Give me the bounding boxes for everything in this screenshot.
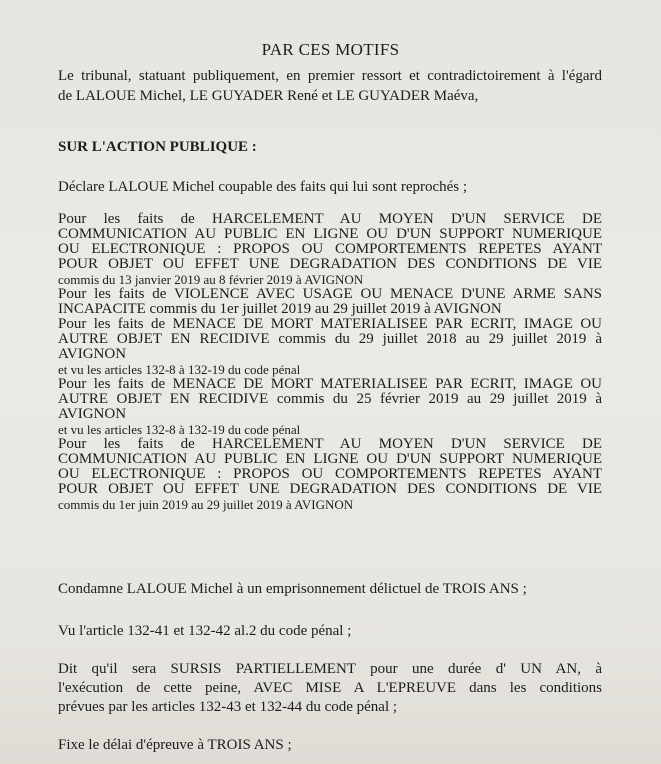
probation-statement: Fixe le délai d'épreuve à TROIS ANS ; — [58, 737, 292, 753]
charge-line: OU ELECTRONIQUE : PROPOS OU COMPORTEMENTS REPETES AYANT — [58, 467, 602, 482]
charge-line: AUTRE OBJET EN RECIDIVE commis du 29 juillet 2018 au 29 juillet 2019 à — [58, 332, 602, 347]
charge-line: et vu les articles 132-8 à 132-19 du code pénal — [58, 422, 301, 437]
intro-line-1: Le tribunal, statuant publiquement, en premier ressort et contradictoirement à l'égard — [58, 68, 602, 84]
sursis-line-2: l'exécution de cette peine, AVEC MISE A L'EPREUVE dans les conditions — [58, 680, 602, 696]
culpability-statement: Déclare LALOUE Michel coupable des faits qui lui sont reprochés ; — [58, 179, 468, 195]
charge-line: et vu les articles 132-8 à 132-19 du code pénal — [58, 362, 301, 377]
charge-line: COMMUNICATION AU PUBLIC EN LIGNE OU D'UN SUPPORT NUMERIQUE — [58, 452, 602, 467]
charge-line: INCAPACITE commis du 1er juillet 2019 au 29 juillet 2019 à AVIGNON — [58, 302, 502, 317]
charge-line: Pour les faits de MENACE DE MORT MATERIALISEE PAR ECRIT, IMAGE OU — [58, 377, 602, 392]
charge-line: COMMUNICATION AU PUBLIC EN LIGNE OU D'UN SUPPORT NUMERIQUE — [58, 227, 602, 242]
sursis-line-1: Dit qu'il sera SURSIS PARTIELLEMENT pour une durée d' UN AN, à — [58, 661, 602, 677]
intro-line-2: de LALOUE Michel, LE GUYADER René et LE GUYADER Maéva, — [58, 88, 479, 104]
charge-line: POUR OBJET OU EFFET UNE DEGRADATION DES CONDITIONS DE VIE — [58, 257, 602, 272]
charge-line: AVIGNON — [58, 347, 127, 362]
articles-reference: Vu l'article 132-41 et 132-42 al.2 du code pénal ; — [58, 623, 352, 639]
charge-line: AVIGNON — [58, 407, 127, 422]
charge-line: Pour les faits de MENACE DE MORT MATERIALISEE PAR ECRIT, IMAGE OU — [58, 317, 602, 332]
charge-line: AUTRE OBJET EN RECIDIVE commis du 25 février 2019 au 29 juillet 2019 à — [58, 392, 602, 407]
page-heading: PAR CES MOTIFS — [261, 40, 400, 59]
charge-line: Pour les faits de VIOLENCE AVEC USAGE OU MENACE D'UNE ARME SANS — [58, 287, 602, 302]
sursis-paragraph — [58, 660, 602, 717]
charge-line: commis du 13 janvier 2019 au 8 février 2019 à AVIGNON — [58, 272, 364, 287]
section-title: SUR L'ACTION PUBLIQUE : — [58, 139, 257, 155]
intro-paragraph — [58, 66, 602, 106]
charge-line: OU ELECTRONIQUE : PROPOS OU COMPORTEMENTS REPETES AYANT — [58, 242, 602, 257]
sentence-statement: Condamne LALOUE Michel à un emprisonnement délictuel de TROIS ANS ; — [58, 581, 527, 597]
sursis-line-3: prévues par les articles 132-43 et 132-44 du code pénal ; — [58, 699, 398, 715]
charge-line: commis du 1er juin 2019 au 29 juillet 2019 à AVIGNON — [58, 497, 354, 512]
charge-line: Pour les faits de HARCELEMENT AU MOYEN D'UN SERVICE DE — [58, 437, 602, 452]
charge-line: Pour les faits de HARCELEMENT AU MOYEN D'UN SERVICE DE — [58, 212, 602, 227]
charges-block — [58, 212, 602, 512]
charge-line: POUR OBJET OU EFFET UNE DEGRADATION DES CONDITIONS DE VIE — [58, 482, 602, 497]
